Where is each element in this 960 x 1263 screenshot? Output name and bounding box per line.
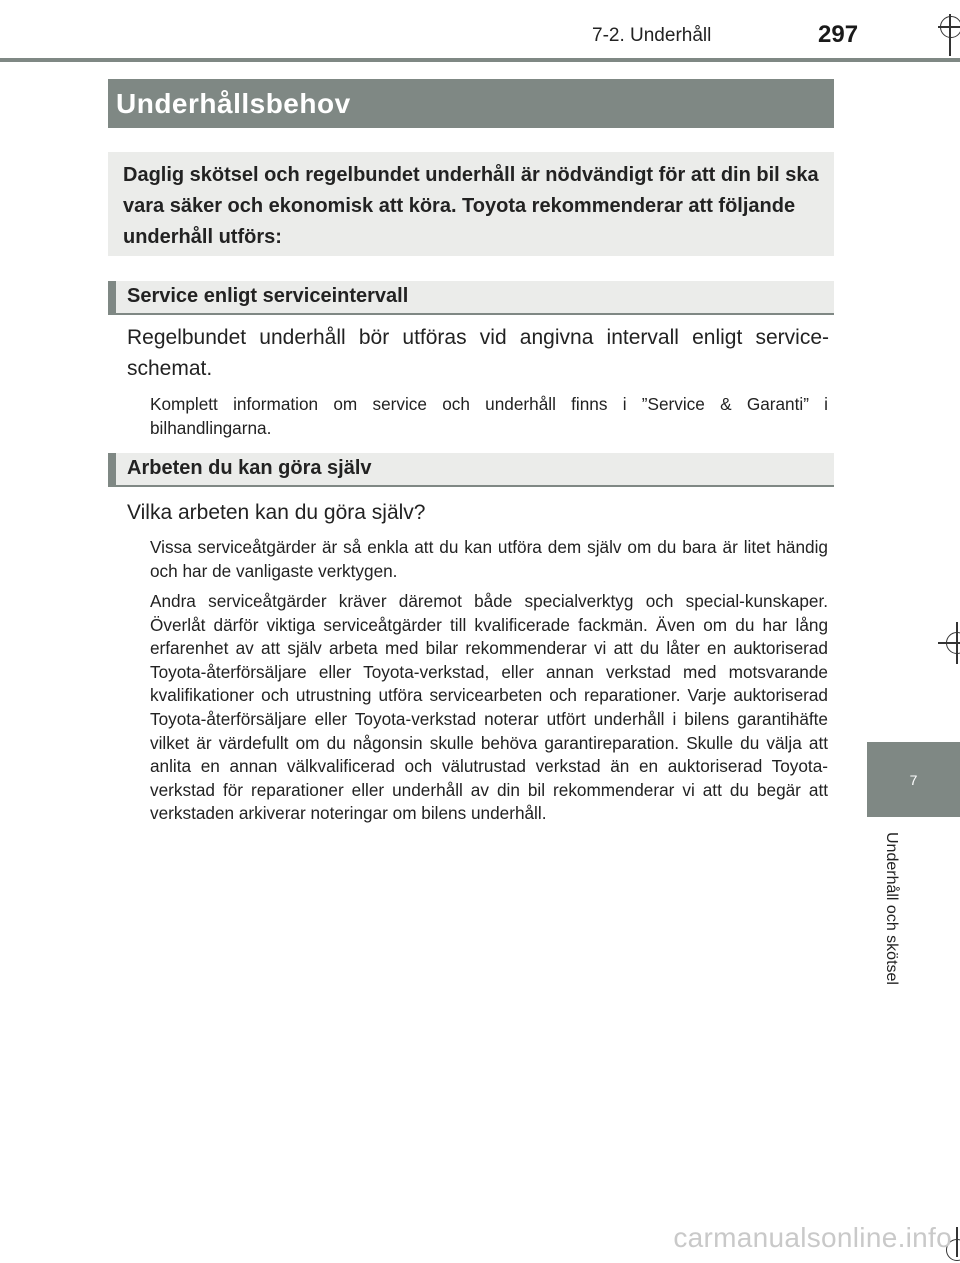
watermark: carmanualsonline.info [673, 1222, 952, 1253]
header-section-title: 7-2. Underhåll [592, 25, 712, 46]
service-paragraph: Regelbundet underhåll bör utföras vid angivna intervall enligt service-schemat. [127, 326, 829, 380]
chapter-tab [867, 742, 960, 817]
diy-paragraph: Vilka arbeten kan du göra själv? [127, 501, 426, 524]
service-note: Komplett information om service och underhåll finns i ”Service & Garanti” i bilhandlingarna. [150, 394, 828, 438]
diy-note-simple: Vissa serviceåtgärder är så enkla att du kan utföra dem själv om du bara är litet händig och har de vanligaste verktygen. [150, 537, 828, 581]
section-heading-diy: Arbeten du kan göra själv [108, 453, 834, 487]
intro-box: Daglig skötsel och regelbundet underhåll är nödvändigt för att din bil ska vara säker och ekonomisk att köra. Toyota rekommenderar att följande underhåll utförs: [108, 152, 834, 256]
diy-note-professional: Andra serviceåtgärder kräver däremot både specialverktyg och special-kunskaper. Överlåt därför viktiga serviceåtgärder till kvalificerade fackmän. Även om du har lång erfarenhet av att själv arbeta med bilar rekommenderar vi att du låter en auktoriserad Toyota-återförsäljare eller Toyota-verkstad, eller annan verkstad med motsvarande kvalifikationer och utrustning utföra servicearbeten och reparationer. Varje auktoriserad Toyota-återförsäljare eller Toyota-verkstad noterar utfört underhåll i bilens garantihäfte vilket är värdefullt om du någonsin skulle behöva garantireparation. Skulle du välja att anlita en annan välkvalificerad och välutrustad verkstad än en auktoriserad Toyota-verkstad för reparationer eller underhåll av din bil rekommenderar vi att du begär att verkstaden arkiverar noteringar om bilens underhåll. [150, 591, 828, 824]
section-heading-service: Service enligt serviceintervall [108, 281, 834, 315]
page-title: Underhållsbehov [108, 79, 834, 128]
page-number: 297 [818, 21, 859, 48]
chapter-label: Underhåll och skötsel [883, 832, 900, 985]
chapter-number: 7 [909, 771, 918, 788]
header-rule [0, 58, 960, 62]
